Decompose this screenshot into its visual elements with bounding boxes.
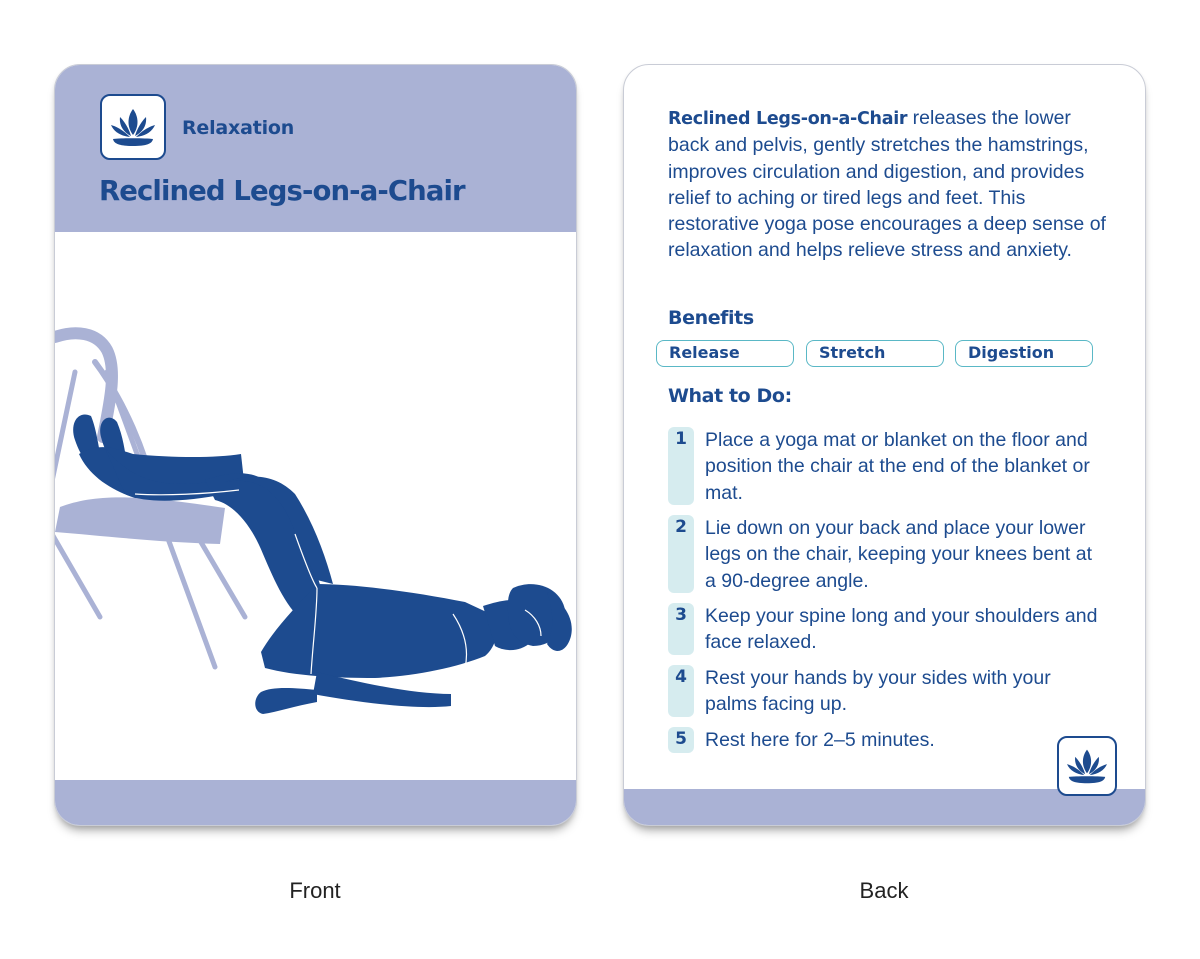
person-illustration xyxy=(73,414,572,714)
pose-name: Reclined Legs-on-a-Chair xyxy=(668,109,908,129)
lotus-icon-badge xyxy=(100,94,166,160)
step-number: 1 xyxy=(668,427,694,505)
pose-illustration xyxy=(55,232,577,782)
description-text: releases the lower back and pelvis, gently stretches the hamstrings, improves circulation and digestion, and provides relief to aching or tired legs and feet. This restorative yoga pose encourages a deep sense of relaxation and helps relieve stress and anxiety. xyxy=(668,107,1106,262)
benefits-list xyxy=(656,340,1096,368)
step-number: 4 xyxy=(668,665,694,717)
steps-heading: What to Do: xyxy=(668,385,792,407)
pose-description xyxy=(668,105,1108,264)
back-caption: Back xyxy=(859,878,909,903)
step-text: Place a yoga mat or blanket on the floor and position the chair at the end of the blanket or mat. xyxy=(705,429,1090,504)
benefit-chip: Stretch xyxy=(806,340,944,367)
step-number: 5 xyxy=(668,727,694,753)
pose-title: Reclined Legs-on-a-Chair xyxy=(99,175,465,207)
front-caption: Front xyxy=(289,878,341,903)
step-number: 2 xyxy=(668,515,694,593)
lotus-icon-badge xyxy=(1057,736,1117,796)
step-number: 3 xyxy=(668,603,694,655)
lotus-icon xyxy=(1064,746,1110,786)
card-front xyxy=(54,64,577,826)
card-header xyxy=(55,65,576,232)
step-text: Rest here for 2–5 minutes. xyxy=(705,729,935,751)
benefit-chip: Release xyxy=(656,340,794,367)
benefit-chip: Digestion xyxy=(955,340,1093,367)
category-label: Relaxation xyxy=(182,117,295,139)
lotus-icon xyxy=(108,105,158,149)
benefits-heading: Benefits xyxy=(668,307,754,329)
step-text: Rest your hands by your sides with your palms facing up. xyxy=(705,667,1051,716)
step-text: Keep your spine long and your shoulders and face relaxed. xyxy=(705,605,1098,654)
step-text: Lie down on your back and place your lower legs on the chair, keeping your knees bent at a 90-degree angle. xyxy=(705,517,1093,592)
card-back xyxy=(623,64,1146,826)
card-footer xyxy=(55,780,576,825)
